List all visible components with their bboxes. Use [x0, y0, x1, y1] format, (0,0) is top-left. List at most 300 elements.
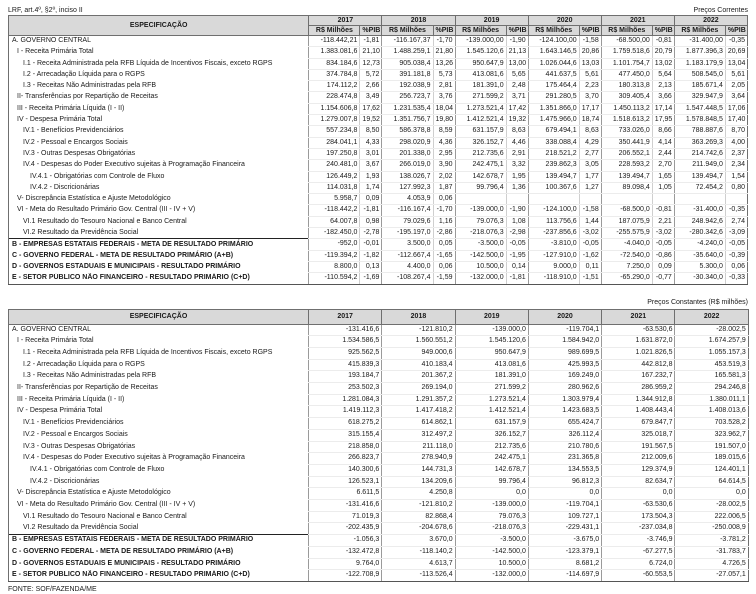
pib-cell: -3,02: [652, 228, 674, 239]
value-cell: -4.240,0: [674, 239, 725, 250]
pib-cell: -0,05: [652, 239, 674, 250]
table-row: [9, 500, 749, 512]
value-cell: -108.267,4: [382, 273, 433, 284]
pib-cell: 1,08: [506, 216, 528, 227]
value-cell: -30.340,0: [674, 273, 725, 284]
pib-cell: 5,65: [506, 69, 528, 80]
value-cell: -3.675,0: [528, 535, 601, 547]
pib-cell: 5,73: [433, 69, 455, 80]
row-label: IV - Despesa Primária Total: [9, 406, 309, 418]
pib-cell: -0,39: [725, 250, 747, 261]
pib-cell: 4,29: [579, 137, 601, 148]
value-cell: 6.611,5: [309, 488, 382, 500]
value-cell: -65.290,0: [601, 273, 652, 284]
value-cell: 1.281.084,3: [309, 394, 382, 406]
value-cell: 1.475.966,0: [528, 115, 579, 126]
value-cell: 79.029,6: [382, 216, 433, 227]
value-cell: 1.545.120,6: [455, 336, 528, 348]
value-cell: 167.232,7: [602, 371, 675, 383]
row-label: VI.1 Resultado do Tesouro Nacional e Banco Central: [9, 216, 309, 227]
value-cell: 99.796,4: [455, 182, 506, 193]
pib-cell: 0,06: [433, 261, 455, 272]
value-cell: 679.847,7: [602, 418, 675, 430]
value-cell: 294.246,8: [675, 383, 748, 395]
table-row: [9, 535, 749, 547]
value-cell: 64.007,8: [309, 216, 360, 227]
row-label: III - Receita Primária Líquida (I - II): [9, 103, 309, 114]
value-cell: -31.400,0: [674, 205, 725, 216]
value-cell: 5.958,7: [309, 194, 360, 205]
value-cell: 703.528,2: [675, 418, 748, 430]
pib-cell: 3,67: [360, 160, 382, 171]
value-cell: 72.454,2: [674, 182, 725, 193]
table-row: [9, 261, 748, 272]
value-cell: 228.474,8: [309, 92, 360, 103]
row-label: E - SETOR PÚBLICO NÃO FINANCEIRO - RESULTADO PRIMÁRIO (C+D): [9, 570, 309, 582]
pib-cell: 2,02: [433, 171, 455, 182]
table-row: [9, 58, 748, 69]
pib-cell: -1,69: [360, 273, 382, 284]
row-label: VI - Meta do Resultado Primário Gov. Central (III - IV + V): [9, 500, 309, 512]
value-cell: 222.006,5: [675, 511, 748, 523]
pib-cell: 2,21: [652, 216, 674, 227]
pib-cell: 17,95: [652, 115, 674, 126]
row-label: IV.4 - Despesas do Poder Executivo sujeitas à Programação Financeira: [9, 453, 309, 465]
value-cell: 271.599,2: [455, 383, 528, 395]
pib-cell: [652, 194, 674, 205]
value-cell: 4.250,8: [382, 488, 455, 500]
value-cell: -118.442,21: [309, 36, 360, 47]
value-cell: 214.742,6: [674, 148, 725, 159]
pib-cell: -3,02: [579, 228, 601, 239]
row-label: IV.3 - Outras Despesas Obrigatórias: [9, 441, 309, 453]
pib-cell: 1,44: [579, 216, 601, 227]
value-cell: -202.435,9: [309, 523, 382, 535]
year-header: 2019: [455, 309, 528, 324]
value-cell: 82.868,4: [382, 511, 455, 523]
pib-cell: 2,05: [725, 81, 747, 92]
pib-cell: [725, 194, 747, 205]
pib-cell: 20,69: [725, 47, 747, 58]
value-cell: 286.959,2: [602, 383, 675, 395]
value-cell: -229.431,1: [528, 523, 601, 535]
table-row: [9, 453, 749, 465]
constant-prices-caption: Preços Constantes (R$ milhões): [647, 298, 748, 306]
pib-cell: 1,77: [579, 171, 601, 182]
pib-header: %PIB: [360, 26, 382, 36]
value-cell: 266.019,0: [382, 160, 433, 171]
pib-cell: 3,32: [506, 160, 528, 171]
table-row: [9, 239, 748, 250]
table-row: [9, 324, 749, 336]
row-label: IV.1 - Benefícios Previdenciários: [9, 126, 309, 137]
value-cell: 139.494,7: [528, 171, 579, 182]
pib-cell: -0,33: [725, 273, 747, 284]
value-cell: 165.581,3: [675, 371, 748, 383]
pib-cell: 2,91: [506, 148, 528, 159]
table-row: [9, 441, 749, 453]
value-cell: 1.631.872,0: [602, 336, 675, 348]
value-cell: -27.057,1: [675, 570, 748, 582]
pib-cell: 2,48: [506, 81, 528, 92]
value-cell: 175.464,4: [528, 81, 579, 92]
row-label: I.3 - Receitas Não Administradas pela RFB: [9, 81, 309, 92]
table-row: [9, 194, 748, 205]
value-cell: 99.796,4: [455, 476, 528, 488]
value-cell: [455, 194, 506, 205]
value-cell: -204.678,6: [382, 523, 455, 535]
pib-cell: 0,80: [725, 182, 747, 193]
pib-header: %PIB: [579, 26, 601, 36]
value-cell: 1.351.756,7: [382, 115, 433, 126]
value-cell: 1.419.112,3: [309, 406, 382, 418]
value-cell: -121.810,2: [382, 500, 455, 512]
pib-cell: [579, 194, 601, 205]
pib-cell: 20,79: [652, 47, 674, 58]
value-cell: -31.783,7: [675, 546, 748, 558]
value-unit-header: R$ Milhões: [674, 26, 725, 36]
pib-cell: 3,66: [652, 92, 674, 103]
value-cell: 415.839,3: [309, 359, 382, 371]
pib-cell: 1,36: [506, 182, 528, 193]
pib-cell: 0,09: [360, 194, 382, 205]
row-label: IV.4.1 - Obrigatórias com Controle de Fluxo: [9, 171, 309, 182]
value-cell: -139.000,00: [455, 36, 506, 47]
value-cell: 181.391,0: [455, 81, 506, 92]
value-cell: 113.756,6: [528, 216, 579, 227]
table-row: [9, 273, 748, 284]
value-cell: 0,0: [528, 488, 601, 500]
row-label: IV.3 - Outras Despesas Obrigatórias: [9, 148, 309, 159]
value-cell: 508.545,0: [674, 69, 725, 80]
pib-cell: 4,46: [506, 137, 528, 148]
pib-cell: 21,10: [360, 47, 382, 58]
row-label: IV.2 - Pessoal e Encargos Sociais: [9, 137, 309, 148]
value-cell: 129.374,9: [602, 464, 675, 476]
value-cell: 1.231.535,4: [382, 103, 433, 114]
law-reference: LRF, art.4º, §2º, inciso II: [8, 7, 83, 14]
value-cell: 114.031,8: [309, 182, 360, 193]
pib-cell: 2,34: [725, 160, 747, 171]
value-cell: 413.081,6: [455, 359, 528, 371]
value-cell: 6.724,0: [602, 558, 675, 570]
row-label: D - GOVERNOS ESTADUAIS E MUNICIPAIS - RESULTADO PRIMÁRIO: [9, 558, 309, 570]
table-row: [9, 488, 749, 500]
pib-cell: 18,04: [433, 103, 455, 114]
value-cell: 9.000,0: [528, 261, 579, 272]
value-cell: 201.338,0: [382, 148, 433, 159]
value-cell: 185.671,4: [674, 81, 725, 92]
value-cell: 950.647,9: [455, 58, 506, 69]
pib-cell: -2,86: [433, 228, 455, 239]
value-cell: 1.344.912,8: [602, 394, 675, 406]
table-row: [9, 81, 748, 92]
value-cell: 1.518.613,2: [601, 115, 652, 126]
value-cell: 1.759.518,6: [601, 47, 652, 58]
pib-cell: 19,32: [506, 115, 528, 126]
value-cell: -3.500,0: [455, 535, 528, 547]
value-cell: 64.614,5: [675, 476, 748, 488]
table-row: [9, 182, 748, 193]
value-cell: 350.441,9: [601, 137, 652, 148]
value-cell: -114.697,9: [528, 570, 601, 582]
pib-cell: 19,52: [360, 115, 382, 126]
table-row: [9, 476, 749, 488]
year-header: 2022: [675, 309, 748, 324]
value-cell: 326.152,7: [455, 137, 506, 148]
value-cell: 1.643.146,5: [528, 47, 579, 58]
value-cell: -127.910,0: [528, 250, 579, 261]
value-cell: 586.378,8: [382, 126, 433, 137]
value-cell: 905.038,4: [382, 58, 433, 69]
row-label: A. GOVERNO CENTRAL: [9, 36, 309, 47]
pib-cell: -0,05: [725, 239, 747, 250]
value-cell: 4.400,0: [382, 261, 433, 272]
value-cell: 206.552,1: [601, 148, 652, 159]
value-cell: 211.118,0: [382, 441, 455, 453]
value-cell: 191.507,0: [675, 441, 748, 453]
value-cell: 210.780,6: [528, 441, 601, 453]
table-row: [9, 205, 748, 216]
value-cell: 181.391,0: [455, 371, 528, 383]
value-cell: 142.678,7: [455, 464, 528, 476]
value-cell: 144.731,3: [382, 464, 455, 476]
row-label: B - EMPRESAS ESTATAIS FEDERAIS - META DE RESULTADO PRIMÁRIO: [9, 239, 309, 250]
table-row: [9, 394, 749, 406]
value-cell: 169.249,0: [528, 371, 601, 383]
pib-cell: 4,00: [725, 137, 747, 148]
pib-cell: 13,03: [579, 58, 601, 69]
value-cell: -218.076,3: [455, 228, 506, 239]
value-cell: -63.530,6: [602, 324, 675, 336]
table-row: [9, 464, 749, 476]
pib-cell: 0,14: [506, 261, 528, 272]
value-cell: 71.019,3: [309, 511, 382, 523]
value-cell: -112.667,4: [382, 250, 433, 261]
row-label: I.3 - Receitas Não Administradas pela RFB: [9, 371, 309, 383]
value-cell: 655.424,7: [528, 418, 601, 430]
value-cell: 248.942,6: [674, 216, 725, 227]
value-cell: -28.002,5: [675, 324, 748, 336]
value-cell: -119.394,2: [309, 250, 360, 261]
value-cell: -131.416,6: [309, 500, 382, 512]
table-row: [9, 171, 748, 182]
table-row: [9, 47, 748, 58]
value-cell: -280.342,6: [674, 228, 725, 239]
table-row: [9, 347, 749, 359]
pib-cell: 1,74: [360, 182, 382, 193]
value-cell: 201.367,2: [382, 371, 455, 383]
value-cell: 338.088,4: [528, 137, 579, 148]
constant-prices-table: [8, 309, 749, 582]
value-cell: 109.727,1: [528, 511, 601, 523]
pib-cell: 1,93: [360, 171, 382, 182]
pib-cell: [506, 194, 528, 205]
value-cell: 1.488.259,1: [382, 47, 433, 58]
value-cell: -72.540,0: [601, 250, 652, 261]
value-cell: -123.379,1: [528, 546, 601, 558]
value-cell: 266.823,7: [309, 453, 382, 465]
table-row: [9, 69, 748, 80]
value-cell: 1.417.418,2: [382, 406, 455, 418]
value-cell: -118.910,0: [528, 273, 579, 284]
table-row: [9, 511, 749, 523]
value-cell: 1.450.113,2: [601, 103, 652, 114]
row-label: IV.4.2 - Discricionárias: [9, 476, 309, 488]
row-label: C - GOVERNO FEDERAL - META DE RESULTADO PRIMÁRIO (A+B): [9, 546, 309, 558]
pib-cell: -0,35: [725, 36, 747, 47]
pib-cell: 0,06: [433, 194, 455, 205]
value-cell: 140.300,6: [309, 464, 382, 476]
row-label: VI.2 Resultado da Previdência Social: [9, 523, 309, 535]
pib-cell: 5,61: [579, 69, 601, 80]
value-cell: 239.862,3: [528, 160, 579, 171]
table-row: [9, 383, 749, 395]
value-cell: 9.764,0: [309, 558, 382, 570]
pib-cell: 17,42: [506, 103, 528, 114]
value-cell: [528, 194, 579, 205]
value-cell: 3.500,0: [382, 239, 433, 250]
table-row: [9, 418, 749, 430]
table-row: [9, 160, 748, 171]
pib-cell: -1,81: [360, 36, 382, 47]
table-row: [9, 250, 748, 261]
value-cell: -1.056,3: [309, 535, 382, 547]
value-cell: 329.947,9: [674, 92, 725, 103]
value-unit-header: R$ Milhões: [528, 26, 579, 36]
row-label: VI.2 Resultado da Previdência Social: [9, 228, 309, 239]
row-label: I.2 - Arrecadação Líquida para o RGPS: [9, 359, 309, 371]
pib-cell: -1,95: [506, 250, 528, 261]
row-label: C - GOVERNO FEDERAL - META DE RESULTADO PRIMÁRIO (A+B): [9, 250, 309, 261]
pib-cell: 4,14: [652, 137, 674, 148]
value-cell: 1.154.606,8: [309, 103, 360, 114]
page-header: [8, 2, 748, 15]
value-cell: 1.877.396,3: [674, 47, 725, 58]
value-cell: 96.812,3: [528, 476, 601, 488]
value-cell: 5.300,0: [674, 261, 725, 272]
value-cell: 1.291.357,2: [382, 394, 455, 406]
value-cell: 291.280,5: [528, 92, 579, 103]
value-cell: 679.494,1: [528, 126, 579, 137]
pib-cell: -1,90: [506, 205, 528, 216]
pib-header: %PIB: [433, 26, 455, 36]
year-header: 2019: [455, 16, 528, 26]
pib-cell: -0,81: [652, 36, 674, 47]
value-cell: 253.502,3: [309, 383, 382, 395]
value-cell: 212.735,6: [455, 148, 506, 159]
value-cell: 1.380.011,1: [675, 394, 748, 406]
value-cell: 180.313,8: [601, 81, 652, 92]
value-cell: 315.155,4: [309, 429, 382, 441]
value-cell: 1.021.826,5: [602, 347, 675, 359]
value-cell: -116.167,4: [382, 205, 433, 216]
value-cell: 1.408.013,6: [675, 406, 748, 418]
year-header: 2020: [528, 309, 601, 324]
pib-cell: -0,01: [360, 239, 382, 250]
pib-cell: 8,50: [360, 126, 382, 137]
value-cell: -218.076,3: [455, 523, 528, 535]
value-cell: 453.519,3: [675, 359, 748, 371]
value-cell: 618.275,2: [309, 418, 382, 430]
value-cell: -3.810,0: [528, 239, 579, 250]
row-label: IV - Despesa Primária Total: [9, 115, 309, 126]
value-cell: 1.026.044,6: [528, 58, 579, 69]
value-cell: -139.000,0: [455, 324, 528, 336]
row-label: I.2 - Arrecadação Líquida para o RGPS: [9, 69, 309, 80]
value-cell: 7.250,0: [601, 261, 652, 272]
value-cell: 89.098,4: [601, 182, 652, 193]
value-cell: 477.450,0: [601, 69, 652, 80]
value-cell: -118.140,2: [382, 546, 455, 558]
value-cell: 240.481,0: [309, 160, 360, 171]
value-cell: 298.020,9: [382, 137, 433, 148]
table-row: [9, 115, 748, 126]
value-cell: 174.112,2: [309, 81, 360, 92]
row-label: IV.4.1 - Obrigatórias com Controle de Fluxo: [9, 464, 309, 476]
value-cell: 1.183.179,9: [674, 58, 725, 69]
value-cell: 4.726,5: [675, 558, 748, 570]
value-cell: -132.000,0: [455, 570, 528, 582]
pib-cell: -1,82: [360, 250, 382, 261]
pib-cell: -1,81: [506, 273, 528, 284]
table-row: [9, 371, 749, 383]
pib-cell: 1,05: [652, 182, 674, 193]
value-cell: -31.400,00: [674, 36, 725, 47]
value-cell: 138.026,7: [382, 171, 433, 182]
value-cell: 10.500,0: [455, 558, 528, 570]
value-cell: 1.383.081,6: [309, 47, 360, 58]
value-cell: 173.504,3: [602, 511, 675, 523]
value-cell: 139.494,7: [601, 171, 652, 182]
value-cell: 256.723,7: [382, 92, 433, 103]
value-cell: [674, 194, 725, 205]
value-cell: 218.521,2: [528, 148, 579, 159]
row-label: A. GOVERNO CENTRAL: [9, 324, 309, 336]
value-cell: 0,0: [602, 488, 675, 500]
table-row: [9, 137, 748, 148]
value-cell: 1.101.754,7: [601, 58, 652, 69]
value-cell: 142.678,7: [455, 171, 506, 182]
pib-cell: 13,26: [433, 58, 455, 69]
value-cell: 631.157,9: [455, 126, 506, 137]
value-cell: -952,0: [309, 239, 360, 250]
source-note: FONTE: SOF/FAZENDA/ME: [8, 586, 97, 593]
value-cell: 0,0: [675, 488, 748, 500]
value-cell: 8.800,0: [309, 261, 360, 272]
pib-cell: -1,59: [433, 273, 455, 284]
pib-cell: 1,16: [433, 216, 455, 227]
value-cell: -131.416,6: [309, 324, 382, 336]
row-label: V- Discrepância Estatística e Ajuste Metodológico: [9, 488, 309, 500]
value-cell: 1.560.551,2: [382, 336, 455, 348]
pib-cell: 3,01: [360, 148, 382, 159]
value-cell: -3.781,2: [675, 535, 748, 547]
pib-cell: -0,35: [725, 205, 747, 216]
pib-cell: 8,70: [725, 126, 747, 137]
value-cell: -132.000,0: [455, 273, 506, 284]
value-cell: -237.034,8: [602, 523, 675, 535]
value-cell: 4.053,9: [382, 194, 433, 205]
value-cell: 323.962,7: [675, 429, 748, 441]
value-cell: 1.578.848,5: [674, 115, 725, 126]
value-cell: 193.184,7: [309, 371, 382, 383]
pib-cell: 17,14: [652, 103, 674, 114]
row-label: IV.4.2 - Discricionárias: [9, 182, 309, 193]
spec-header: ESPECIFICAÇÃO: [9, 309, 309, 324]
table-row: [9, 148, 748, 159]
table-row: [9, 92, 748, 103]
